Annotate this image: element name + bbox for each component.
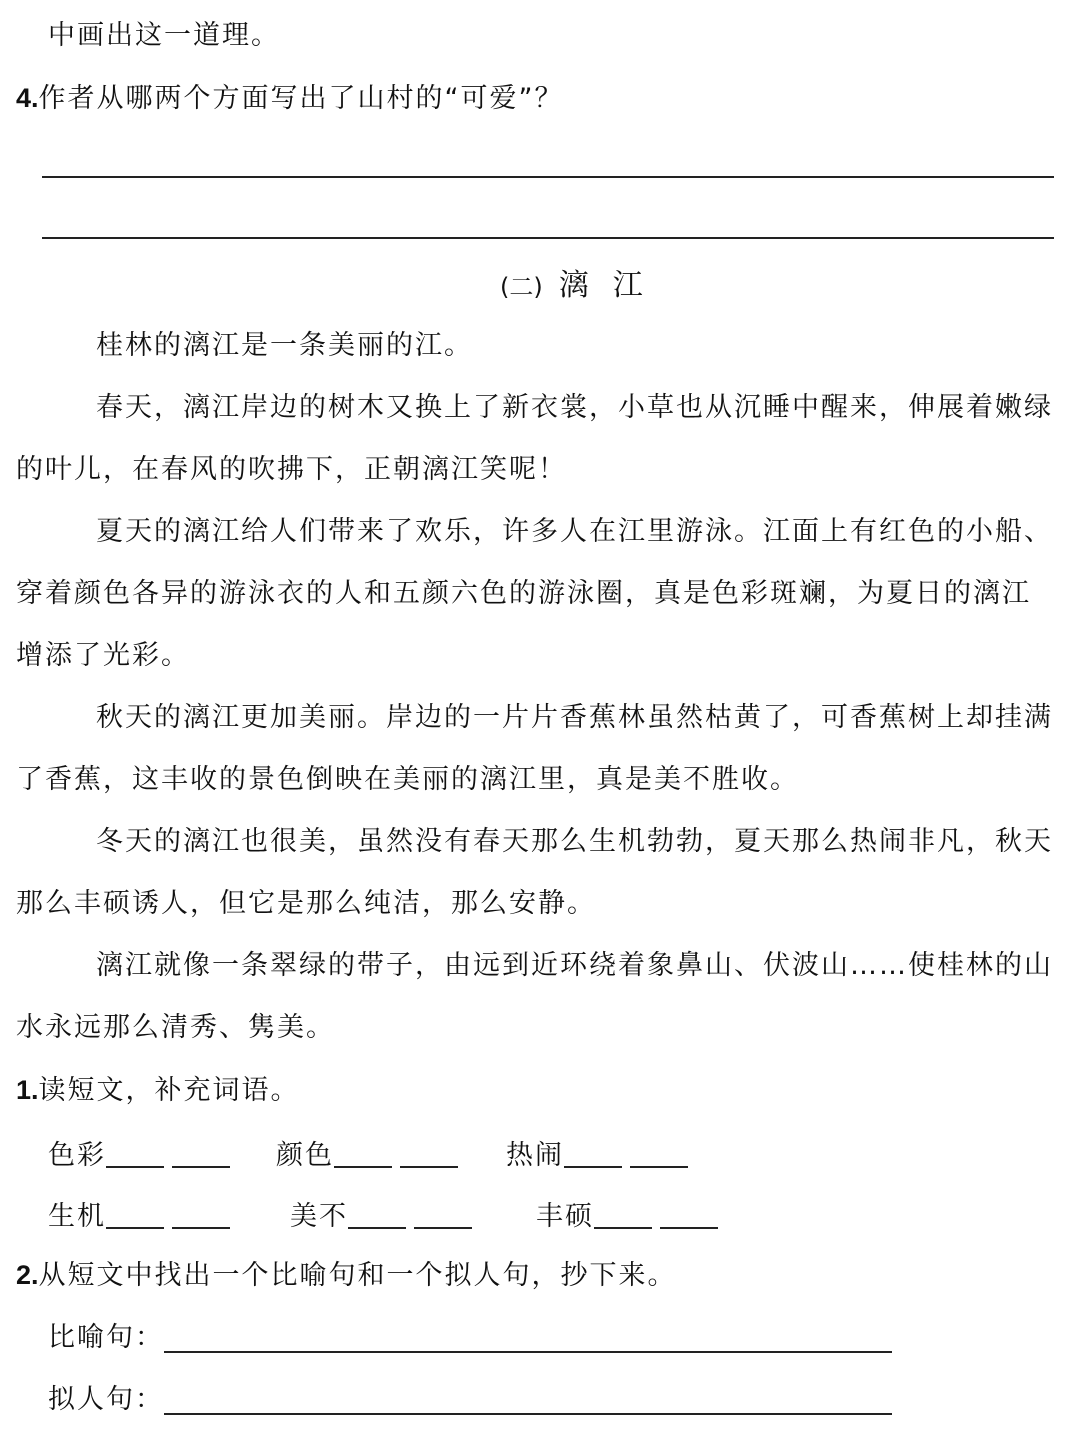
word-blank-group (506, 1132, 696, 1176)
title-char-1: 漓 (558, 268, 589, 303)
blank-input[interactable] (660, 1197, 718, 1229)
word-prefix: 美不 (290, 1201, 348, 1232)
blank-input[interactable] (172, 1197, 230, 1229)
question-1-number: 1. (16, 1075, 39, 1105)
blank-input[interactable] (334, 1136, 392, 1168)
previous-question-fragment: 中画出这一道理。 (48, 20, 280, 51)
question-4 (16, 78, 564, 118)
passage-line: 桂林的漓江是一条美丽的江。 (96, 330, 473, 361)
title-char-2: 江 (612, 268, 643, 303)
answer-line-4a[interactable] (42, 176, 1054, 178)
question-1 (16, 1070, 300, 1110)
personification-label: 拟人句： (48, 1384, 164, 1415)
question-1-text: 读短文，补充词语。 (38, 1075, 300, 1106)
passage-line: 春天，漓江岸边的树木又换上了新衣裳，小草也从沉睡中醒来，伸展着嫩绿 (96, 392, 1053, 423)
question-2-text: 从短文中找出一个比喻句和一个拟人句，抄下来。 (38, 1260, 677, 1291)
blank-input[interactable] (106, 1136, 164, 1168)
blank-input[interactable] (348, 1197, 406, 1229)
passage-line: 秋天的漓江更加美丽。岸边的一片片香蕉林虽然枯黄了，可香蕉树上却挂满 (96, 702, 1053, 733)
word-blank-group (48, 1132, 238, 1176)
answer-line-4b[interactable] (42, 237, 1054, 239)
passage-line: 了香蕉，这丰收的景色倒映在美丽的漓江里，真是美不胜收。 (16, 764, 799, 795)
word-blank-group (276, 1132, 466, 1176)
blank-input[interactable] (564, 1136, 622, 1168)
blank-input[interactable] (172, 1136, 230, 1168)
word-blank-group (48, 1193, 238, 1237)
question-4-number: 4. (16, 83, 39, 113)
passage-line: 夏天的漓江给人们带来了欢乐，许多人在江里游泳。江面上有红色的小船、 (96, 516, 1053, 547)
word-blank-group (290, 1193, 480, 1237)
question-2 (16, 1255, 677, 1295)
passage-line: 的叶儿，在春风的吹拂下，正朝漓江笑呢！ (16, 454, 567, 485)
blank-input[interactable] (414, 1197, 472, 1229)
word-prefix: 热闹 (506, 1140, 564, 1171)
blank-input[interactable] (594, 1197, 652, 1229)
word-prefix: 颜色 (276, 1140, 334, 1171)
personification-answer-line[interactable] (164, 1413, 892, 1415)
simile-answer-line[interactable] (164, 1351, 892, 1353)
passage-line: 穿着颜色各异的游泳衣的人和五颜六色的游泳圈，真是色彩斑斓，为夏日的漓江 (16, 578, 1031, 609)
passage-line: 那么丰硕诱人，但它是那么纯洁，那么安静。 (16, 888, 596, 919)
blank-input[interactable] (630, 1136, 688, 1168)
word-prefix: 生机 (48, 1201, 106, 1232)
passage-line: 冬天的漓江也很美，虽然没有春天那么生机勃勃，夏天那么热闹非凡，秋天 (96, 826, 1053, 857)
section-number: (二) (500, 273, 543, 301)
passage-line: 水永远那么清秀、隽美。 (16, 1012, 335, 1043)
passage-line: 漓江就像一条翠绿的带子，由远到近环绕着象鼻山、伏波山……使桂林的山 (96, 950, 1053, 981)
blank-input[interactable] (400, 1136, 458, 1168)
blank-input[interactable] (106, 1197, 164, 1229)
word-prefix: 色彩 (48, 1140, 106, 1171)
question-4-text: 作者从哪两个方面写出了山村的“可爱”？ (38, 83, 564, 114)
passage-line: 增添了光彩。 (16, 640, 190, 671)
word-blank-group (536, 1193, 726, 1237)
question-2-number: 2. (16, 1260, 39, 1290)
simile-label: 比喻句： (48, 1322, 164, 1353)
word-prefix: 丰硕 (536, 1201, 594, 1232)
section-title (500, 266, 643, 307)
